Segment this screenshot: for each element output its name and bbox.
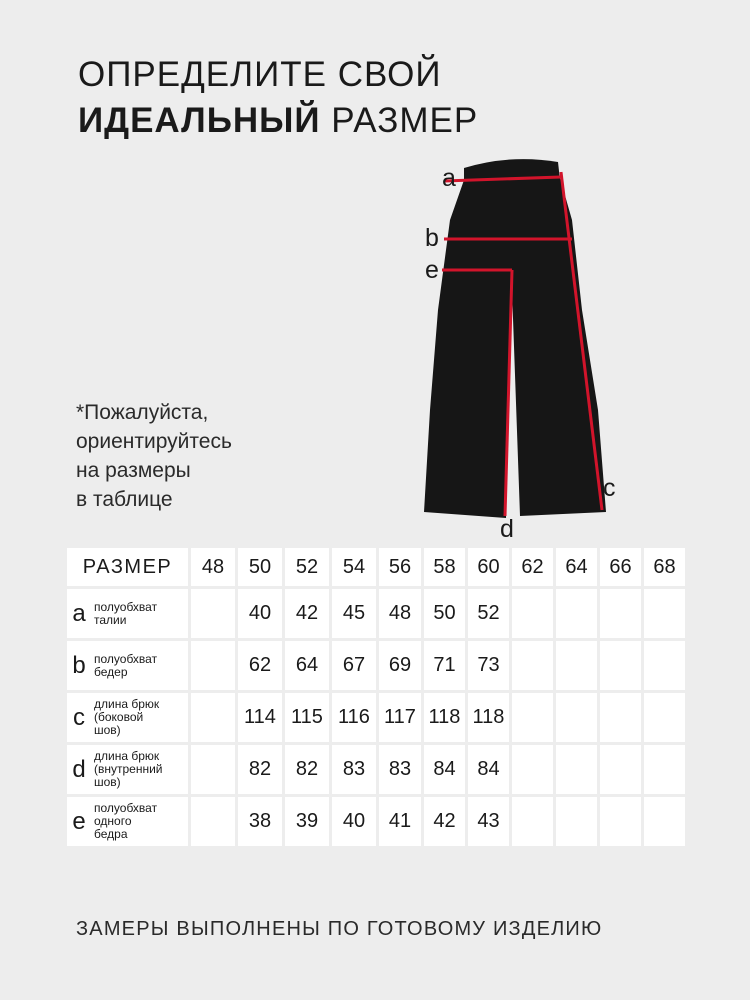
size-header-cell: 48 [191, 548, 235, 586]
measurement-value-cell: 83 [379, 745, 421, 794]
measurement-value-cell: 118 [424, 693, 465, 742]
measurement-label-cell [67, 797, 188, 846]
label-d: d [500, 515, 514, 543]
measurement-value-cell [644, 641, 685, 690]
measurement-value-cell: 73 [468, 641, 509, 690]
measurement-description-line: длина брюк [94, 697, 160, 711]
title-rest-word: РАЗМЕР [331, 101, 479, 140]
measurement-value-cell [600, 745, 641, 794]
measurement-value-cell [600, 797, 641, 846]
measurement-description-line: длина брюк [94, 749, 160, 763]
measurement-row-d [67, 745, 685, 794]
size-note [76, 398, 232, 514]
label-e: e [425, 256, 439, 284]
measurement-description-line: (боковой [94, 710, 144, 724]
size-header-cell: 62 [512, 548, 553, 586]
measurement-value-cell [644, 589, 685, 638]
measurement-letter: d [72, 755, 86, 783]
measurement-value-cell: 38 [238, 797, 282, 846]
measurement-value-cell: 64 [285, 641, 329, 690]
size-header-cell: 56 [379, 548, 421, 586]
measurement-value-cell [512, 641, 553, 690]
measurement-value-cell [512, 797, 553, 846]
measurement-value-cell: 69 [379, 641, 421, 690]
measurement-value-cell: 115 [285, 693, 329, 742]
measurement-label [67, 653, 188, 679]
measurement-value-cell [600, 641, 641, 690]
measurement-label-cell [67, 641, 188, 690]
measurement-value-cell [556, 745, 597, 794]
label-b: b [425, 224, 439, 252]
measurement-value-cell: 114 [238, 693, 282, 742]
size-header-cell: 64 [556, 548, 597, 586]
measurement-label [67, 698, 188, 737]
measurement-description-line: (внутренний [94, 762, 163, 776]
measurement-value-cell: 40 [238, 589, 282, 638]
measurement-value-cell: 82 [285, 745, 329, 794]
size-header-cell: 66 [600, 548, 641, 586]
size-header-cell: 50 [238, 548, 282, 586]
measurement-description-line: шов) [94, 723, 121, 737]
size-header-cell: 58 [424, 548, 465, 586]
page-title [78, 52, 478, 144]
measurement-description-line: шов) [94, 775, 121, 789]
measurement-value-cell: 40 [332, 797, 376, 846]
size-header-cell: 52 [285, 548, 329, 586]
measurement-value-cell: 42 [424, 797, 465, 846]
measurement-value-cell: 117 [379, 693, 421, 742]
measurement-value-cell: 50 [424, 589, 465, 638]
measurement-description-line: одного [94, 814, 132, 828]
measurement-row-e [67, 797, 685, 846]
measurement-value-cell: 116 [332, 693, 376, 742]
measurement-value-cell [556, 641, 597, 690]
measurement-value-cell: 41 [379, 797, 421, 846]
title-line-1: ОПРЕДЕЛИТЕ СВОЙ [78, 55, 442, 94]
measurement-description [91, 802, 157, 841]
measurement-value-cell: 62 [238, 641, 282, 690]
measurement-description-line: полуобхват [94, 651, 158, 666]
measurement-value-cell: 84 [468, 745, 509, 794]
measurement-value-cell [644, 745, 685, 794]
measurement-value-cell: 67 [332, 641, 376, 690]
note-line: в таблице [76, 488, 173, 511]
measurement-label-cell [67, 693, 188, 742]
measurement-value-cell: 83 [332, 745, 376, 794]
size-header-row [67, 548, 685, 586]
measurement-letter: a [72, 599, 86, 627]
measurement-value-cell: 45 [332, 589, 376, 638]
measurement-row-b [67, 641, 685, 690]
measurement-value-cell [556, 693, 597, 742]
measurement-value-cell [644, 693, 685, 742]
measurement-value-cell: 118 [468, 693, 509, 742]
measurement-value-cell [600, 589, 641, 638]
trousers-body [424, 178, 606, 518]
measurement-letter: c [73, 703, 85, 731]
trousers-diagram-svg [420, 150, 640, 550]
measurement-value-cell [512, 693, 553, 742]
measurement-letter: b [72, 651, 86, 679]
measurement-description-line: бедра [94, 827, 128, 841]
measurement-value-cell [191, 589, 235, 638]
measurement-description-line: полуобхват [94, 801, 158, 815]
measurement-value-cell [644, 797, 685, 846]
size-header-cell: 54 [332, 548, 376, 586]
size-header-cell: 68 [644, 548, 685, 586]
measurement-description [91, 653, 157, 679]
measurement-value-cell: 39 [285, 797, 329, 846]
measurement-row-a [67, 589, 685, 638]
measurement-value-cell [191, 693, 235, 742]
measurement-description [91, 750, 163, 789]
measurement-value-cell [512, 745, 553, 794]
measurement-label [67, 601, 188, 627]
footer-note: ЗАМЕРЫ ВЫПОЛНЕНЫ ПО ГОТОВОМУ ИЗДЕЛИЮ [76, 918, 603, 940]
measurement-value-cell [556, 797, 597, 846]
measurement-value-cell [556, 589, 597, 638]
size-header-label: РАЗМЕР [67, 548, 188, 586]
measurement-description-line: бедер [94, 664, 128, 679]
measurement-value-cell: 71 [424, 641, 465, 690]
measurement-description [91, 698, 159, 737]
measurement-value-cell: 48 [379, 589, 421, 638]
measurement-label [67, 750, 188, 789]
measurement-label-cell [67, 745, 188, 794]
measurement-value-cell: 43 [468, 797, 509, 846]
measurement-letter: e [72, 807, 86, 835]
note-line: на размеры [76, 459, 191, 482]
measurement-description-line: полуобхват [94, 599, 158, 614]
measurement-value-cell: 42 [285, 589, 329, 638]
trousers-measurement-diagram [420, 150, 640, 550]
label-c: c [603, 474, 616, 502]
size-header-cell: 60 [468, 548, 509, 586]
measurement-value-cell [191, 797, 235, 846]
measurement-label-cell [67, 589, 188, 638]
measurement-value-cell: 52 [468, 589, 509, 638]
measurement-value-cell [191, 745, 235, 794]
measurement-row-c [67, 693, 685, 742]
note-line: ориентируйтесь [76, 430, 232, 453]
measurement-value-cell: 82 [238, 745, 282, 794]
title-bold-word: ИДЕАЛЬНЫЙ [78, 101, 321, 140]
note-line: *Пожалуйста, [76, 401, 209, 424]
size-table [64, 545, 688, 849]
measurement-label [67, 802, 188, 841]
measurement-value-cell: 84 [424, 745, 465, 794]
measurement-value-cell [600, 693, 641, 742]
measurement-description-line: талии [94, 612, 127, 627]
title-line-2 [78, 98, 478, 144]
label-a: a [442, 164, 456, 192]
measurement-value-cell [191, 641, 235, 690]
measurement-description [91, 601, 157, 627]
measurement-value-cell [512, 589, 553, 638]
